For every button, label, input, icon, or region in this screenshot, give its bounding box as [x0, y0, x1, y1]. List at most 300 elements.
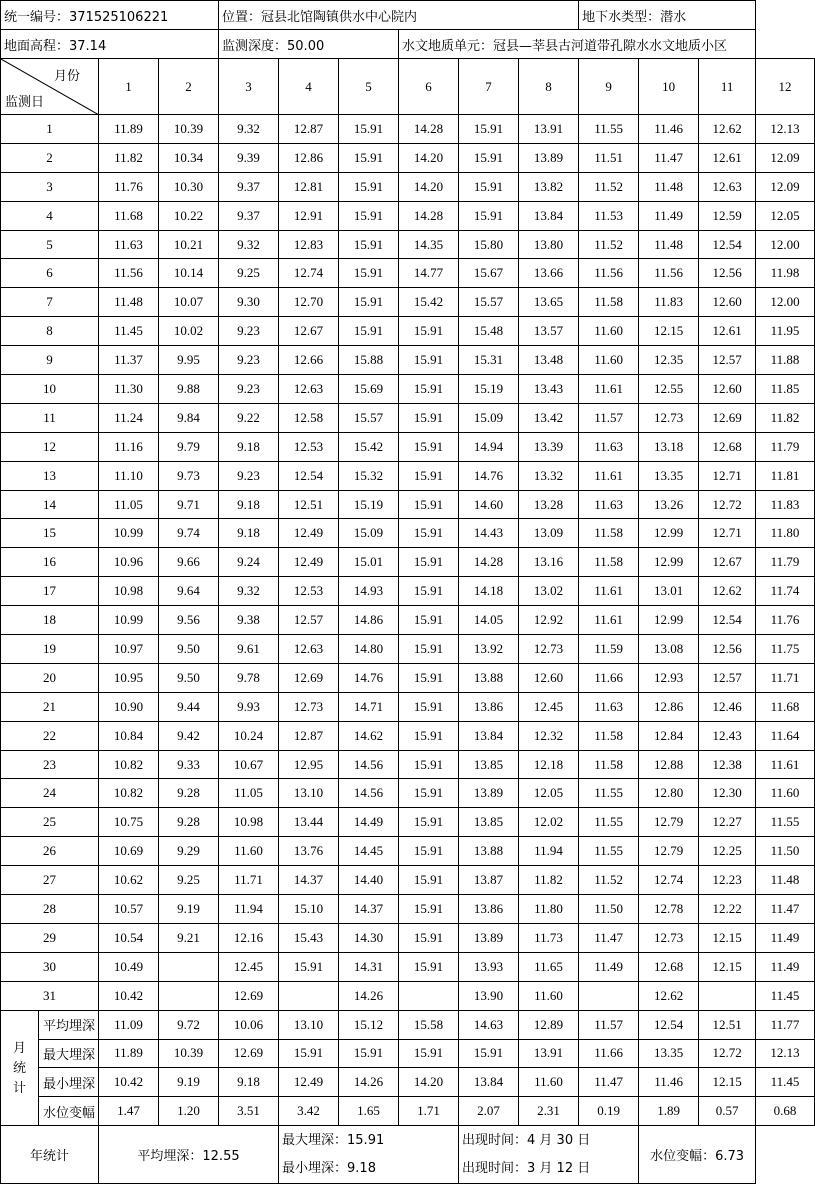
depth-value-cell: 10.97 [99, 635, 159, 664]
table-row [1, 115, 815, 144]
depth-value-cell: 15.10 [279, 895, 339, 924]
depth-value-cell: 14.60 [459, 490, 519, 519]
depth-value-cell: 14.56 [339, 779, 399, 808]
depth-value-cell: 11.94 [519, 837, 579, 866]
depth-value-cell: 13.89 [459, 779, 519, 808]
depth-value-cell: 15.43 [279, 923, 339, 952]
depth-value-cell: 11.45 [756, 981, 815, 1010]
table-row [1, 403, 815, 432]
depth-value-cell: 12.70 [279, 288, 339, 317]
depth-value-cell: 12.54 [699, 230, 756, 259]
depth-value-cell: 11.16 [99, 432, 159, 461]
depth-value-cell: 12.86 [279, 143, 339, 172]
depth-value-cell: 12.05 [756, 201, 815, 230]
depth-value-cell: 12.22 [699, 895, 756, 924]
table-row [1, 981, 815, 1010]
monthly-stat-row [1, 1068, 815, 1097]
depth-value-cell: 11.60 [579, 317, 639, 346]
month-header-5: 5 [339, 59, 399, 115]
day-label: 31 [1, 981, 99, 1010]
depth-value-cell: 14.62 [339, 721, 399, 750]
depth-value-cell: 11.61 [756, 750, 815, 779]
depth-value-cell: 12.02 [519, 808, 579, 837]
depth-value-cell: 12.71 [699, 461, 756, 490]
depth-value-cell: 9.32 [219, 577, 279, 606]
depth-value-cell: 11.64 [756, 721, 815, 750]
day-label: 22 [1, 721, 99, 750]
day-label: 18 [1, 606, 99, 635]
depth-value-cell: 11.50 [756, 837, 815, 866]
depth-value-cell: 12.58 [279, 403, 339, 432]
day-label: 30 [1, 952, 99, 981]
depth-value-cell: 14.76 [459, 461, 519, 490]
stat-value-cell: 15.91 [459, 1039, 519, 1068]
stat-value-cell: 11.66 [579, 1039, 639, 1068]
depth-value-cell: 14.49 [339, 808, 399, 837]
depth-value-cell: 10.39 [159, 115, 219, 144]
depth-value-cell: 11.63 [579, 692, 639, 721]
stat-value-cell: 13.35 [639, 1039, 699, 1068]
depth-value-cell: 12.25 [699, 837, 756, 866]
depth-value-cell: 12.57 [699, 346, 756, 375]
stat-value-cell: 9.19 [159, 1068, 219, 1097]
depth-value-cell: 12.86 [639, 692, 699, 721]
depth-value-cell: 9.50 [159, 635, 219, 664]
depth-value-cell: 12.53 [279, 432, 339, 461]
stat-value-cell: 12.54 [639, 1010, 699, 1039]
depth-value-cell: 15.42 [399, 288, 459, 317]
table-row [1, 721, 815, 750]
table-row [1, 172, 815, 201]
depth-value-cell: 9.18 [219, 432, 279, 461]
depth-value-cell: 11.61 [579, 606, 639, 635]
depth-value-cell: 9.66 [159, 548, 219, 577]
depth-value-cell: 11.85 [756, 375, 815, 404]
stat-value-cell: 0.19 [579, 1097, 639, 1126]
depth-value-cell: 12.57 [699, 663, 756, 692]
depth-value-cell: 15.91 [339, 317, 399, 346]
depth-value-cell: 12.53 [279, 577, 339, 606]
depth-value-cell: 11.61 [579, 577, 639, 606]
month-header-2: 2 [159, 59, 219, 115]
depth-value-cell: 12.38 [699, 750, 756, 779]
depth-value-cell: 9.39 [219, 143, 279, 172]
depth-value-cell: 14.20 [399, 143, 459, 172]
depth-value-cell: 13.42 [519, 403, 579, 432]
depth-value-cell: 9.78 [219, 663, 279, 692]
depth-value-cell: 15.91 [459, 172, 519, 201]
monthly-stats-side-label: 月统计 [1, 1010, 39, 1126]
depth-value-cell: 12.62 [639, 981, 699, 1010]
depth-value-cell: 9.56 [159, 606, 219, 635]
day-label: 12 [1, 432, 99, 461]
table-row [1, 895, 815, 924]
month-axis-label: 月份 [53, 69, 80, 84]
depth-value-cell: 13.90 [459, 981, 519, 1010]
depth-value-cell: 15.91 [399, 952, 459, 981]
depth-value-cell: 12.88 [639, 750, 699, 779]
depth-value-cell: 14.76 [339, 663, 399, 692]
depth-value-cell: 11.74 [756, 577, 815, 606]
depth-value-cell: 12.87 [279, 721, 339, 750]
depth-value-cell: 11.46 [639, 115, 699, 144]
stat-value-cell: 1.89 [639, 1097, 699, 1126]
depth-value-cell: 10.82 [99, 750, 159, 779]
depth-value-cell: 12.67 [279, 317, 339, 346]
day-label: 10 [1, 375, 99, 404]
depth-value-cell: 13.66 [519, 259, 579, 288]
depth-value-cell: 11.47 [579, 923, 639, 952]
depth-value-cell: 14.77 [399, 259, 459, 288]
depth-value-cell: 9.44 [159, 692, 219, 721]
depth-value-cell: 12.23 [699, 866, 756, 895]
depth-value-cell: 15.91 [399, 317, 459, 346]
depth-value-cell: 12.59 [699, 201, 756, 230]
depth-value-cell: 11.83 [756, 490, 815, 519]
depth-value-cell: 11.55 [579, 837, 639, 866]
table-row [1, 346, 815, 375]
stat-value-cell: 12.69 [219, 1039, 279, 1068]
depth-value-cell: 15.32 [339, 461, 399, 490]
depth-value-cell: 11.47 [756, 895, 815, 924]
depth-value-cell: 14.30 [339, 923, 399, 952]
depth-value-cell: 10.54 [99, 923, 159, 952]
table-row [1, 866, 815, 895]
depth-value-cell: 14.28 [399, 115, 459, 144]
depth-value-cell: 13.32 [519, 461, 579, 490]
depth-value-cell: 10.21 [159, 230, 219, 259]
depth-value-cell: 12.49 [279, 519, 339, 548]
depth-value-cell: 15.91 [399, 692, 459, 721]
depth-value-cell: 10.95 [99, 663, 159, 692]
depth-value-cell: 14.45 [339, 837, 399, 866]
depth-value-cell: 10.90 [99, 692, 159, 721]
stat-value-cell: 13.84 [459, 1068, 519, 1097]
depth-value-cell: 10.99 [99, 606, 159, 635]
depth-value-cell: 9.23 [219, 461, 279, 490]
monthly-stat-row [1, 1010, 815, 1039]
stat-value-cell: 1.47 [99, 1097, 159, 1126]
depth-value-cell: 11.48 [756, 866, 815, 895]
depth-value-cell: 15.01 [339, 548, 399, 577]
depth-value-cell: 9.33 [159, 750, 219, 779]
depth-value-cell: 12.79 [639, 808, 699, 837]
depth-value-cell: 14.28 [399, 201, 459, 230]
depth-value-cell: 12.79 [639, 837, 699, 866]
stat-value-cell: 2.31 [519, 1097, 579, 1126]
depth-value-cell: 9.50 [159, 663, 219, 692]
depth-value-cell: 11.60 [219, 837, 279, 866]
depth-value-cell: 12.61 [699, 317, 756, 346]
depth-value-cell: 9.24 [219, 548, 279, 577]
depth-value-cell: 13.44 [279, 808, 339, 837]
depth-value-cell: 11.83 [639, 288, 699, 317]
depth-value-cell: 11.49 [579, 952, 639, 981]
depth-value-cell: 14.18 [459, 577, 519, 606]
depth-value-cell: 12.73 [519, 635, 579, 664]
depth-value-cell: 11.53 [579, 201, 639, 230]
depth-value-cell: 9.61 [219, 635, 279, 664]
depth-value-cell: 13.26 [639, 490, 699, 519]
depth-value-cell: 15.91 [399, 750, 459, 779]
table-row [1, 779, 815, 808]
depth-value-cell: 11.05 [99, 490, 159, 519]
depth-value-cell [579, 981, 639, 1010]
depth-value-cell: 11.60 [519, 981, 579, 1010]
depth-value-cell: 9.21 [159, 923, 219, 952]
depth-value-cell: 15.09 [339, 519, 399, 548]
depth-value-cell: 15.31 [459, 346, 519, 375]
depth-value-cell: 14.31 [339, 952, 399, 981]
depth-value-cell: 12.43 [699, 721, 756, 750]
depth-value-cell: 11.82 [519, 866, 579, 895]
stat-value-cell: 12.51 [699, 1010, 756, 1039]
day-label: 16 [1, 548, 99, 577]
stat-value-cell: 13.10 [279, 1010, 339, 1039]
depth-value-cell: 15.91 [339, 201, 399, 230]
depth-value-cell: 9.42 [159, 721, 219, 750]
depth-value-cell: 12.30 [699, 779, 756, 808]
depth-value-cell: 9.95 [159, 346, 219, 375]
depth-value-cell: 12.73 [279, 692, 339, 721]
depth-value-cell: 12.00 [756, 230, 815, 259]
depth-value-cell: 11.58 [579, 548, 639, 577]
month-header-9: 9 [579, 59, 639, 115]
stat-value-cell: 0.57 [699, 1097, 756, 1126]
depth-value-cell: 13.65 [519, 288, 579, 317]
depth-value-cell: 11.76 [99, 172, 159, 201]
depth-value-cell: 11.98 [756, 259, 815, 288]
depth-value-cell: 12.99 [639, 606, 699, 635]
depth-value-cell: 12.15 [639, 317, 699, 346]
day-label: 1 [1, 115, 99, 144]
annual-label: 年统计 [1, 1126, 99, 1184]
depth-value-cell: 15.57 [459, 288, 519, 317]
depth-value-cell: 12.84 [639, 721, 699, 750]
depth-value-cell: 12.51 [279, 490, 339, 519]
depth-value-cell: 12.69 [219, 981, 279, 1010]
depth-value-cell: 12.09 [756, 143, 815, 172]
depth-value-cell: 15.67 [459, 259, 519, 288]
depth-value-cell: 12.16 [219, 923, 279, 952]
annual-stats-row [1, 1126, 815, 1184]
depth-value-cell: 9.71 [159, 490, 219, 519]
table-row [1, 808, 815, 837]
depth-value-cell: 12.45 [219, 952, 279, 981]
depth-value-cell: 11.49 [639, 201, 699, 230]
month-header-1: 1 [99, 59, 159, 115]
depth-value-cell: 9.28 [159, 808, 219, 837]
depth-value-cell: 11.52 [579, 172, 639, 201]
depth-value-cell: 11.51 [579, 143, 639, 172]
depth-value-cell: 11.88 [756, 346, 815, 375]
depth-value-cell: 14.26 [339, 981, 399, 1010]
depth-value-cell: 9.18 [219, 490, 279, 519]
depth-value-cell: 13.10 [279, 779, 339, 808]
depth-value-cell: 11.10 [99, 461, 159, 490]
stat-value-cell: 1.20 [159, 1097, 219, 1126]
table-row [1, 519, 815, 548]
depth-value-cell: 11.68 [756, 692, 815, 721]
depth-value-cell: 15.57 [339, 403, 399, 432]
depth-value-cell: 12.80 [639, 779, 699, 808]
depth-value-cell: 12.60 [699, 375, 756, 404]
depth-value-cell [399, 981, 459, 1010]
depth-value-cell: 10.57 [99, 895, 159, 924]
depth-value-cell: 14.05 [459, 606, 519, 635]
depth-value-cell: 15.91 [399, 635, 459, 664]
depth-value-cell: 11.95 [756, 317, 815, 346]
depth-value-cell: 14.86 [339, 606, 399, 635]
depth-value-cell: 15.19 [459, 375, 519, 404]
depth-value-cell: 11.79 [756, 432, 815, 461]
depth-value-cell: 15.91 [399, 461, 459, 490]
depth-value-cell: 12.99 [639, 548, 699, 577]
depth-value-cell: 12.73 [639, 923, 699, 952]
depth-value-cell: 11.47 [639, 143, 699, 172]
depth-value-cell: 12.73 [639, 403, 699, 432]
table-row [1, 288, 815, 317]
depth-value-cell: 11.49 [756, 923, 815, 952]
depth-value-cell: 10.84 [99, 721, 159, 750]
depth-value-cell: 12.95 [279, 750, 339, 779]
depth-value-cell: 14.93 [339, 577, 399, 606]
depth-value-cell: 13.93 [459, 952, 519, 981]
stat-value-cell: 3.51 [219, 1097, 279, 1126]
depth-value-cell: 12.66 [279, 346, 339, 375]
day-label: 27 [1, 866, 99, 895]
depth-value-cell: 13.84 [519, 201, 579, 230]
stat-label: 水位变幅 [39, 1097, 99, 1126]
annual-min: 最小埋深：9.18 [282, 1160, 376, 1176]
depth-value-cell: 14.56 [339, 750, 399, 779]
depth-value-cell: 12.78 [639, 895, 699, 924]
depth-value-cell: 12.92 [519, 606, 579, 635]
stat-value-cell: 0.68 [756, 1097, 815, 1126]
depth-value-cell: 12.05 [519, 779, 579, 808]
depth-value-cell: 15.91 [399, 808, 459, 837]
day-label: 11 [1, 403, 99, 432]
depth-value-cell: 13.43 [519, 375, 579, 404]
annual-max-time: 出现时间：4 月 30 日 [462, 1132, 591, 1148]
stat-label: 最小埋深 [39, 1068, 99, 1097]
depth-value-cell: 11.48 [639, 172, 699, 201]
depth-value-cell: 10.30 [159, 172, 219, 201]
depth-value-cell: 10.22 [159, 201, 219, 230]
depth-value-cell: 11.48 [99, 288, 159, 317]
monthly-stat-row [1, 1097, 815, 1126]
depth-value-cell: 11.24 [99, 403, 159, 432]
month-header-12: 12 [756, 59, 815, 115]
depth-value-cell: 12.63 [279, 635, 339, 664]
depth-value-cell: 15.91 [399, 548, 459, 577]
table-row [1, 548, 815, 577]
depth-value-cell: 10.34 [159, 143, 219, 172]
depth-value-cell: 11.55 [756, 808, 815, 837]
depth-value-cell: 12.35 [639, 346, 699, 375]
depth-value-cell: 15.91 [459, 143, 519, 172]
annual-avg: 平均埋深：12.55 [99, 1126, 279, 1184]
depth-value-cell: 11.89 [99, 115, 159, 144]
day-label: 21 [1, 692, 99, 721]
table-row [1, 317, 815, 346]
depth-value-cell: 13.28 [519, 490, 579, 519]
month-header-6: 6 [399, 59, 459, 115]
depth-value-cell: 12.18 [519, 750, 579, 779]
depth-value-cell: 14.28 [459, 548, 519, 577]
depth-value-cell: 9.38 [219, 606, 279, 635]
stat-value-cell: 11.60 [519, 1068, 579, 1097]
stat-value-cell: 11.46 [639, 1068, 699, 1097]
day-label: 25 [1, 808, 99, 837]
day-label: 8 [1, 317, 99, 346]
depth-value-cell: 9.30 [219, 288, 279, 317]
stat-label: 平均埋深 [39, 1010, 99, 1039]
depth-value-cell: 12.27 [699, 808, 756, 837]
depth-value-cell: 15.91 [399, 895, 459, 924]
depth-value-cell: 12.68 [639, 952, 699, 981]
table-row [1, 490, 815, 519]
stat-value-cell: 12.49 [279, 1068, 339, 1097]
depth-value-cell: 11.55 [579, 115, 639, 144]
depth-value-cell: 9.22 [219, 403, 279, 432]
stat-value-cell: 1.65 [339, 1097, 399, 1126]
depth-value-cell: 11.75 [756, 635, 815, 664]
day-label: 23 [1, 750, 99, 779]
depth-value-cell: 9.28 [159, 779, 219, 808]
depth-value-cell: 15.91 [399, 375, 459, 404]
depth-value-cell: 11.60 [756, 779, 815, 808]
depth-value-cell [699, 981, 756, 1010]
stat-value-cell: 15.12 [339, 1010, 399, 1039]
depth-value-cell: 15.91 [459, 115, 519, 144]
depth-value-cell: 12.55 [639, 375, 699, 404]
depth-value-cell: 11.79 [756, 548, 815, 577]
depth-value-cell: 13.16 [519, 548, 579, 577]
stat-value-cell: 10.06 [219, 1010, 279, 1039]
depth-value-cell: 15.91 [399, 837, 459, 866]
depth-value-cell: 11.65 [519, 952, 579, 981]
depth-value-cell: 10.62 [99, 866, 159, 895]
annual-extreme-times [459, 1126, 639, 1184]
stat-value-cell: 9.18 [219, 1068, 279, 1097]
depth-value-cell: 10.98 [99, 577, 159, 606]
depth-value-cell: 9.37 [219, 201, 279, 230]
depth-value-cell: 10.75 [99, 808, 159, 837]
depth-value-cell: 13.85 [459, 750, 519, 779]
depth-value-cell: 11.68 [99, 201, 159, 230]
day-label: 7 [1, 288, 99, 317]
depth-value-cell: 11.82 [756, 403, 815, 432]
depth-value-cell: 12.62 [699, 115, 756, 144]
depth-value-cell: 13.87 [459, 866, 519, 895]
table-row [1, 952, 815, 981]
depth-value-cell: 11.59 [579, 635, 639, 664]
depth-value-cell: 11.56 [639, 259, 699, 288]
depth-value-cell: 12.09 [756, 172, 815, 201]
depth-value-cell: 10.42 [99, 981, 159, 1010]
day-label: 6 [1, 259, 99, 288]
depth-value-cell: 11.56 [99, 259, 159, 288]
depth-value-cell: 12.63 [699, 172, 756, 201]
depth-value-cell: 13.91 [519, 115, 579, 144]
depth-value-cell: 13.35 [639, 461, 699, 490]
table-row [1, 259, 815, 288]
depth-value-cell: 12.81 [279, 172, 339, 201]
depth-value-cell: 11.63 [579, 490, 639, 519]
depth-value-cell: 14.37 [279, 866, 339, 895]
annual-max: 最大埋深：15.91 [282, 1132, 385, 1148]
